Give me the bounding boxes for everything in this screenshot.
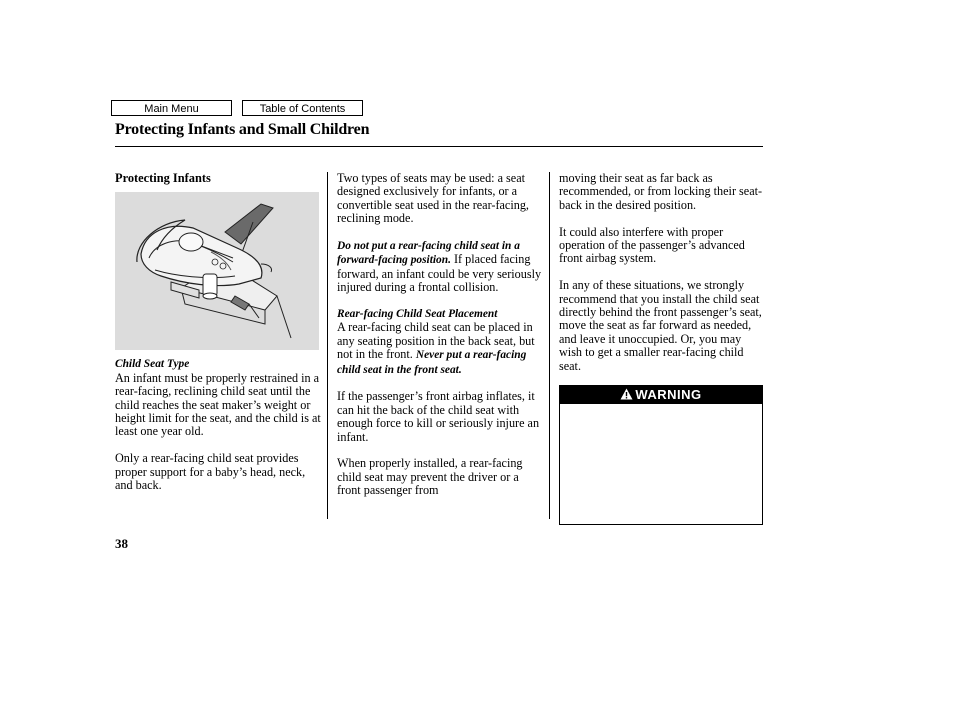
paragraph <box>337 321 543 377</box>
paragraph-text: If placed facing forward, an infant could be very seriously injured during a frontal collision. <box>337 252 542 295</box>
warning-triangle-icon <box>620 387 633 405</box>
infant-seat-illustration <box>115 192 319 350</box>
paragraph: An infant must be properly restrained in a rear-facing, reclining child seat until the child reaches the seat maker’s weight or height limit for the seat, and the child is at least one year old. <box>115 370 321 439</box>
column-3 <box>559 172 764 373</box>
placement-heading: Rear-facing Child Seat Placement <box>337 308 498 321</box>
main-menu-button[interactable]: Main Menu <box>111 100 232 116</box>
warning-box <box>559 385 763 525</box>
column-2 <box>337 172 543 498</box>
table-of-contents-button[interactable]: Table of Contents <box>242 100 363 116</box>
paragraph <box>337 239 543 295</box>
paragraph: Two types of seats may be used: a seat designed exclusively for infants, or a convertible seat used in the rear-facing, reclining mode. <box>337 171 529 226</box>
page-number: 38 <box>115 536 128 551</box>
child-seat-type-heading: Child Seat Type <box>115 358 190 371</box>
paragraph: When properly installed, a rear-facing child seat may prevent the driver or a front passenger from <box>337 456 523 498</box>
section-heading: Protecting Infants <box>115 171 211 185</box>
column-divider <box>549 172 550 519</box>
title-divider <box>115 146 763 147</box>
page-title: Protecting Infants and Small Children <box>115 121 370 138</box>
emphasis-text: Do not put a rear-facing child seat in a forward-facing position. <box>337 240 520 267</box>
warning-label: WARNING <box>635 387 702 402</box>
paragraph-text: A rear-facing child seat can be placed in any seating position in the back seat, but not in the front. <box>337 320 535 362</box>
paragraph: In any of these situations, we strongly recommend that you install the child seat directly behind the front passenger’s seat, move the seat as far forward as needed, and leave it unoccupied. Or, you may wish to get a smaller rear-facing child seat. <box>559 278 762 373</box>
column-1 <box>115 172 325 492</box>
warning-header <box>560 386 762 404</box>
column-divider <box>327 172 328 519</box>
paragraph: moving their seat as far back as recommended, or from locking their seat-back in the desired position. <box>559 171 763 212</box>
emphasis-text: Never put a rear-facing child seat in the front seat. <box>337 349 527 376</box>
paragraph: Only a rear-facing child seat provides proper support for a baby’s head, neck, and back. <box>115 451 306 493</box>
paragraph: If the passenger’s front airbag inflates, it can hit the back of the child seat with enough force to kill or seriously injure an infant. <box>337 389 540 444</box>
infant-seat-drawing-icon <box>115 192 319 350</box>
paragraph: It could also interfere with proper operation of the passenger’s advanced front airbag system. <box>559 224 745 266</box>
